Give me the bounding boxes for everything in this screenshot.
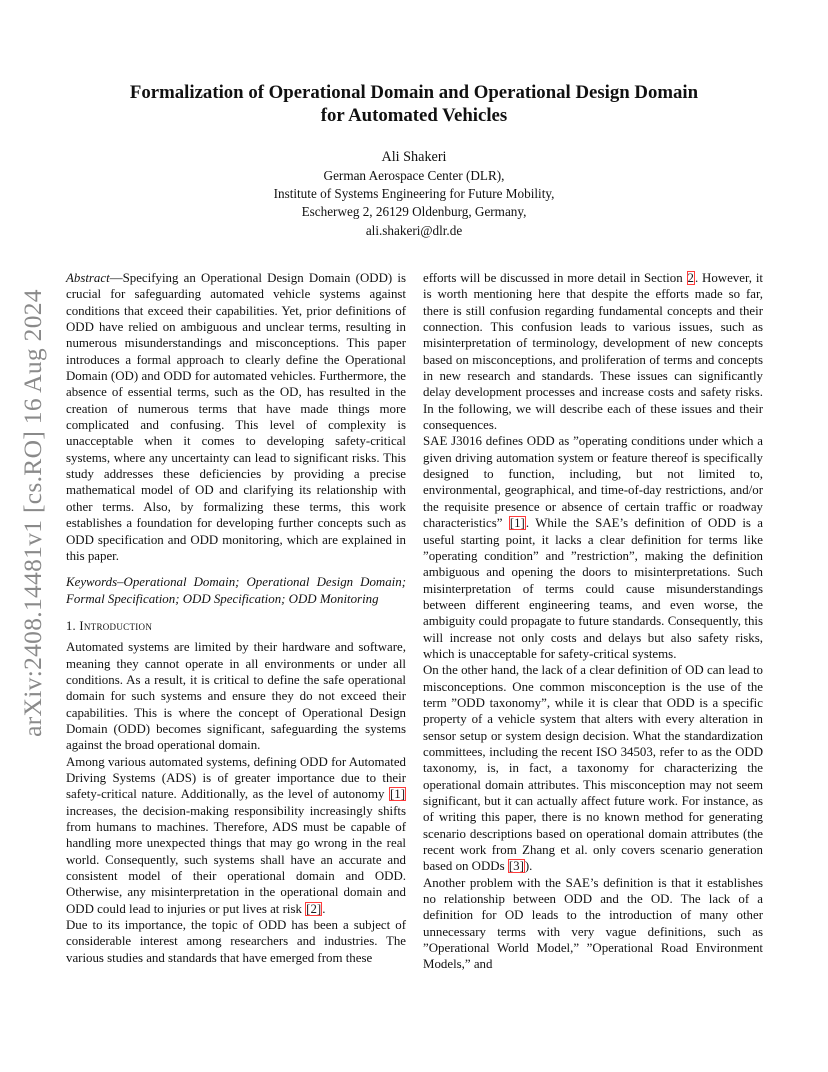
author-affiliation-1: German Aerospace Center (DLR),: [323, 168, 505, 183]
intro-paragraph-2-text-c: .: [322, 901, 326, 916]
arxiv-identifier-text: arXiv:2408.14481v1 [cs.RO] 16 Aug 2024: [18, 289, 47, 737]
paper-title-line-1: Formalization of Operational Domain and Operational Design Domain: [129, 82, 699, 103]
intro-paragraph-4: [423, 270, 763, 433]
intro-paragraph-7: Another problem with the SAE’s definition is that it establishes no relationship between ODD and the OD. The lack of a definition for OD leads to the introduction of many other unnecessary terms with very vague definitions, such as ”Operational World Model,” ”Operational Road Environment Models,” and: [423, 875, 763, 972]
section-heading-introduction: 1. Introduction: [66, 618, 153, 633]
intro-paragraph-1: Automated systems are limited by their hardware and software, meaning they cannot operate in all environments or under all conditions. As a result, it is critical to define the safe operational domain for such systems and ensure they do not exceed their capabilities. This is where the concept of Operational Design Domain (ODD) becomes significant, safeguarding the systems against the broad operational domain.: [66, 640, 406, 753]
section-ref-link[interactable]: 2: [687, 271, 694, 285]
intro-paragraph-2-text-b: increases, the decision-making responsibility increasingly shifts from humans to machines. Therefore, ADS must be capable of handling more unexpected things that may go wrong in the real world. Consequently, such systems shall have an accurate and consistent model of their operational domain and ODD. Otherwise, any misinterpretation in the operational domain and ODD could lead to injuries or put lives at risk: [66, 803, 406, 916]
citation-link-1[interactable]: [1]: [389, 787, 405, 802]
author-name: Ali Shakeri: [381, 149, 447, 165]
intro-paragraph-2: [66, 754, 406, 917]
arxiv-identifier: [10, 276, 56, 758]
author-affiliation-2: Institute of Systems Engineering for Future Mobility,: [273, 186, 555, 202]
paper-title-line-2: for Automated Vehicles: [320, 105, 508, 126]
right-column: [423, 270, 763, 973]
intro-paragraph-5-text-b: . While the SAE’s definition of ODD is a useful starting point, it lacks a clear definition for terms like ”operating condition” and ”restriction”, making the definition ambiguous and opening the doors to misinterpretations. Such misinterpretation of terms could cause misunderstandings between different engineering teams, and even worse, the ambiguity could propagate to future standards. Consequently, this will increase not only costs and delays but also safety risks, which is unacceptable for safety-critical systems.: [423, 516, 763, 661]
intro-paragraph-6: [423, 662, 763, 874]
intro-paragraph-2-text-a: Among various automated systems, defining ODD for Automated Driving Systems (ADS) is of greater importance due to their safety-critical nature. Additionally, as the level of autonomy: [66, 754, 406, 802]
left-column: [66, 270, 406, 966]
paper-title: [66, 81, 762, 127]
abstract-text: —Specifying an Operational Design Domain (ODD) is crucial for safeguarding automated vehicle systems against conditions that exceed their capabilities. Yet, prior definitions of ODD have relied on ambiguous and unclear terms, resulting in numerous misunderstandings and misconceptions. This paper introduces a formal approach to clearly define the Operational Domain (OD) and ODD for automated vehicles. Furthermore, the absence of essential terms, such as the OD, has resulted in the creation of numerous terms that have made things more complicated and confusing. This level of complexity is unacceptable when it comes to developing safety-critical systems, where any uncertainty can lead to significant risks. This study addresses these deficiencies by providing a precise mathematical model of OD and clarifying its relationship with other terms. Also, by formalizing these terms, this work establishes a foundation for developing further concepts such as ODD specification and ODD monitoring, which are explained in this paper.: [66, 271, 406, 563]
author-block: [66, 148, 762, 240]
abstract-label: Abstract: [66, 271, 110, 285]
intro-paragraph-4-text-a: efforts will be discussed in more detail in Section: [423, 271, 687, 285]
author-email: ali.shakeri@dlr.de: [365, 222, 463, 238]
intro-paragraph-5: [423, 433, 763, 662]
intro-paragraph-4-text-b: . However, it is worth mentioning here that despite the efforts made so far, there is still confusion regarding fundamental concepts and their connection. This confusion leads to various issues, such as misinterpretation of terminology, development of new concepts based on misconceptions, and proliferation of terms and concepts in new research and standards. These issues can significantly delay development processes and increase costs and safety risks. In the following, we will describe each of these issues and their consequences.: [423, 271, 763, 433]
author-address: Escherweg 2, 26129 Oldenburg, Germany,: [301, 204, 527, 220]
intro-paragraph-6-text-a: On the other hand, the lack of a clear definition of OD can lead to misconceptions. One common misconception is the use of the term ”ODD taxonomy”, while it is clear that ODD is a specific property of a vehicle system that alters with every alteration in sensor setup or system design decision. What the standardization committees, including the recent ISO 34503, refer to as the ODD taxonomy, is, in fact, a taxonomy for characterizing the operational domain attributes. This misconception may not seem significant, but it can actually affect future work. For instance, as of writing this paper, there is no known method for generating scenario descriptions based on operational domain attributes (the recent work from Zhang et al. only covers scenario generation based on ODDs: [423, 663, 763, 874]
citation-link-1b[interactable]: [1]: [509, 516, 525, 531]
keywords: Keywords–Operational Domain; Operational Design Domain; Formal Specification; ODD Specification; ODD Monitoring: [66, 575, 406, 606]
intro-paragraph-6-text-b: ).: [524, 859, 533, 874]
abstract: [66, 270, 406, 564]
citation-link-2[interactable]: [2]: [306, 901, 322, 916]
citation-link-3[interactable]: [3]: [508, 859, 524, 874]
intro-paragraph-3: Due to its importance, the topic of ODD has been a subject of considerable interest among researchers and industries. The various studies and standards that have emerged from these: [66, 918, 406, 965]
intro-paragraph-5-text-a: SAE J3016 defines ODD as ”operating conditions under which a given driving automation system or feature thereof is specifically designed to function, including, but not limited to, environmental, geographical, and time-of-day restrictions, and/or the requisite presence or absence of certain traffic or roadway characteristics”: [423, 434, 763, 531]
